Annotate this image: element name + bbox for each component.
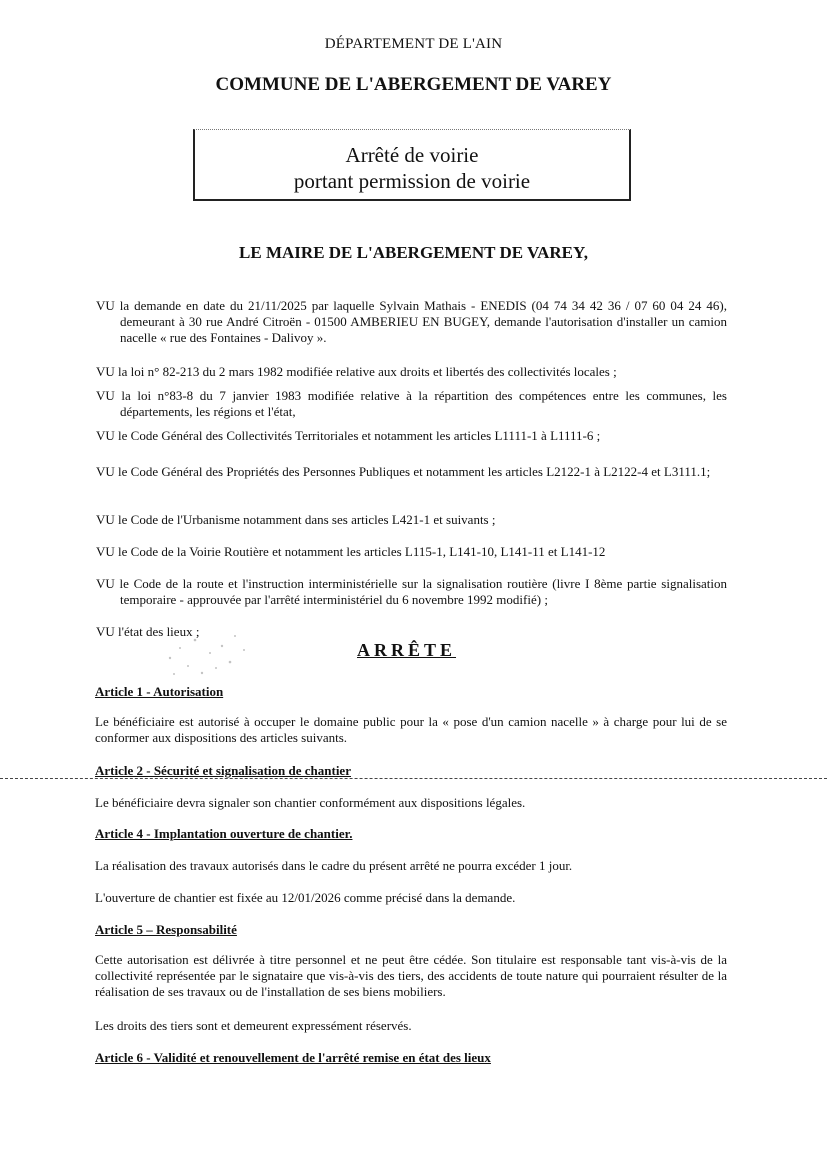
article-title: Article 1 - Autorisation: [95, 684, 224, 699]
vu-item: [96, 464, 727, 480]
article-paragraph: Les droits des tiers sont et demeurent expressément réservés.: [95, 1018, 412, 1033]
vu-item-text: VU le Code Général des Collectivités Territoriales et notamment les articles L1111-1 à L1111-6 ;: [96, 428, 601, 443]
article-paragraph: Le bénéficiaire est autorisé à occuper le domaine public pour la « pose d'un camion nacelle » à charge pour lui de se conformer aux dispositions des articles suivants.: [95, 714, 727, 745]
article-paragraph: L'ouverture de chantier est fixée au 12/01/2026 comme précisé dans la demande.: [95, 890, 516, 905]
vu-item-text: VU le Code Général des Propriétés des Personnes Publiques et notamment les articles L2122-1 à L2122-4 et L3111.1;: [96, 464, 711, 479]
article-paragraph: La réalisation des travaux autorisés dans le cadre du présent arrêté ne pourra excéder 1 jour.: [95, 858, 573, 873]
article-paragraph: Cette autorisation est délivrée à titre personnel et ne peut être cédée. Son titulaire est responsable tant vis-à-vis de la collectivité représentée par le signataire que vis-à-vis des tiers, des accidents de toute nature qui pourraient résulter de la réalisation de ses travaux ou de l'installation de ses biens mobiliers.: [95, 952, 727, 999]
vu-item: [96, 576, 727, 608]
title-box: [193, 129, 631, 201]
vu-item-text: VU la loi n° 82-213 du 2 mars 1982 modifiée relative aux droits et libertés des collectivités locales ;: [96, 364, 617, 379]
article-title: Article 5 – Responsabilité: [95, 922, 237, 937]
vu-item: [96, 298, 727, 346]
article-title: Article 6 - Validité et renouvellement de l'arrêté remise en état des lieux: [95, 1050, 491, 1065]
department-header: DÉPARTEMENT DE L'AIN: [324, 36, 503, 52]
vu-item-text: VU la loi n°83-8 du 7 janvier 1983 modifiée relative à la répartition des compétences entre les communes, les départements, les régions et l'état,: [96, 388, 727, 419]
vu-item: [96, 364, 727, 380]
title-line-1: Arrêté de voirie: [345, 143, 479, 167]
vu-item: [96, 512, 727, 528]
vu-item: [96, 388, 727, 420]
vu-item: [96, 544, 727, 560]
vu-item-text: VU la demande en date du 21/11/2025 par laquelle Sylvain Mathais - ENEDIS (04 74 34 42 36 / 07 60 04 24 46), demeurant à 30 rue André Citroën - 01500 AMBERIEU EN BUGEY, demande l'autorisation d'installer un camion nacelle « rue des Fontaines - Dalivoy ».: [96, 298, 727, 345]
stamp-smudge: [150, 618, 260, 688]
vu-item: [96, 428, 727, 444]
article-paragraph: Le bénéficiaire devra signaler son chantier conformément aux dispositions légales.: [95, 795, 526, 810]
title-line-2: portant permission de voirie: [293, 169, 531, 193]
decision-heading: ARRÊTE: [357, 640, 457, 660]
article-title: Article 4 - Implantation ouverture de chantier.: [95, 826, 353, 841]
commune-header: COMMUNE DE L'ABERGEMENT DE VAREY: [215, 74, 612, 95]
authority-heading: LE MAIRE DE L'ABERGEMENT DE VAREY,: [239, 243, 588, 262]
vu-item-text: VU l'état des lieux ;: [96, 624, 200, 639]
vu-item-text: VU le Code de la route et l'instruction interministérielle sur la signalisation routière (livre I 8ème partie signalisation temporaire - approuvée par l'arrêté interministériel du 6 novembre 1992 modifié) ;: [96, 576, 727, 607]
vu-item-text: VU le Code de la Voirie Routière et notamment les articles L115-1, L141-10, L141-11 et L141-12: [96, 544, 606, 559]
article-title: Article 2 - Sécurité et signalisation de chantier: [95, 763, 351, 778]
vu-item-text: VU le Code de l'Urbanisme notamment dans ses articles L421-1 et suivants ;: [96, 512, 496, 527]
